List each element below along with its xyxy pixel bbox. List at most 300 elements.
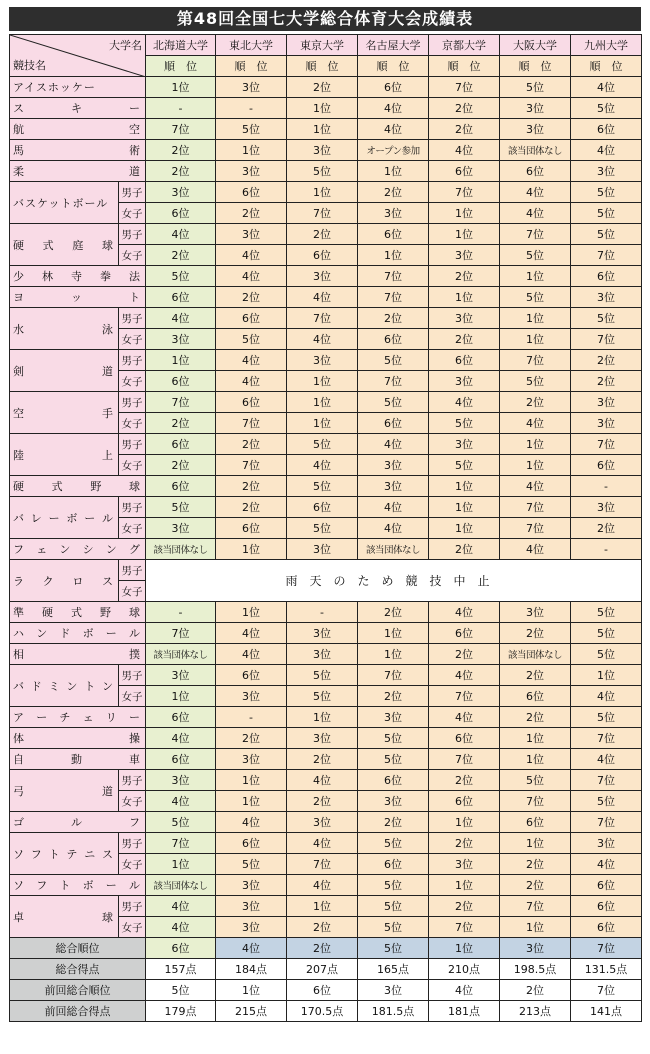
rank-cell: 1位 — [287, 392, 358, 413]
rank-cell: 3位 — [287, 812, 358, 833]
rank-cell: 2位 — [500, 623, 571, 644]
rank-cell: 7位 — [429, 686, 500, 707]
rank-cell: 7位 — [358, 665, 429, 686]
table-row — [10, 728, 642, 749]
rank-cell: 1位 — [358, 161, 429, 182]
header-corner — [10, 35, 146, 77]
rank-cell: 4位 — [429, 392, 500, 413]
rank-cell: 1位 — [287, 896, 358, 917]
rank-cell: 1位 — [358, 623, 429, 644]
event-name-text: 少 林 寺 拳 法 — [13, 270, 141, 283]
rank-cell: 6位 — [216, 392, 287, 413]
rank-cell: 6位 — [287, 245, 358, 266]
rank-cell: 6位 — [429, 728, 500, 749]
rank-cell: 1位 — [287, 182, 358, 203]
gender-cell: 女子 — [119, 371, 146, 392]
table-row — [10, 161, 642, 182]
rank-cell: 7位 — [500, 350, 571, 371]
rank-cell: 該当団体なし — [500, 644, 571, 665]
rank-cell: 2位 — [216, 728, 287, 749]
rank-cell: 4位 — [146, 308, 216, 329]
rank-cell: 6位 — [146, 434, 216, 455]
rank-cell: 4位 — [216, 350, 287, 371]
rank-cell: 5位 — [500, 371, 571, 392]
rank-cell: 2位 — [146, 161, 216, 182]
event-name-text: ゴ ル フ — [13, 816, 141, 829]
rank-cell: 4位 — [571, 854, 642, 875]
previous-rank-value: 3位 — [358, 980, 429, 1001]
event-name — [10, 728, 146, 749]
table-row — [10, 98, 642, 119]
rank-cell: 4位 — [358, 98, 429, 119]
rank-cell: 5位 — [571, 98, 642, 119]
rank-cell: 5位 — [571, 623, 642, 644]
rank-cell: 5位 — [571, 224, 642, 245]
event-name-text: ラ ク ロ ス — [13, 574, 114, 588]
rank-cell: 2位 — [216, 497, 287, 518]
rank-cell: 5位 — [146, 812, 216, 833]
previous-rank-value: 4位 — [429, 980, 500, 1001]
rank-cell: 7位 — [287, 203, 358, 224]
rank-cell: 4位 — [146, 728, 216, 749]
rank-cell: 6位 — [358, 770, 429, 791]
rank-cell: 3位 — [287, 644, 358, 665]
rank-cell: 2位 — [429, 770, 500, 791]
table-row — [10, 434, 642, 455]
rank-cell: 4位 — [571, 749, 642, 770]
rank-cell: 3位 — [571, 833, 642, 854]
rank-cell: 4位 — [571, 686, 642, 707]
rank-cell: 4位 — [500, 539, 571, 560]
rank-cell: 3位 — [216, 224, 287, 245]
rank-cell: - — [571, 539, 642, 560]
rank-cell: 3位 — [216, 875, 287, 896]
table-row — [10, 497, 642, 518]
rank-cell: 6位 — [500, 686, 571, 707]
event-name-text: 自 動 車 — [13, 753, 141, 766]
rank-cell: 1位 — [146, 686, 216, 707]
table-row — [10, 707, 642, 728]
rank-cell: - — [571, 476, 642, 497]
event-name — [10, 875, 146, 896]
table-row — [10, 812, 642, 833]
rank-cell: 1位 — [429, 203, 500, 224]
gender-cell: 女子 — [119, 203, 146, 224]
event-name — [10, 224, 119, 266]
rank-cell: 7位 — [571, 812, 642, 833]
previous-rank-value: 2位 — [500, 980, 571, 1001]
previous-rank-label: 前回総合順位 — [10, 980, 146, 1001]
rank-cell: 3位 — [429, 245, 500, 266]
rank-label: 順 位 — [429, 56, 500, 77]
overall-points-label: 総合得点 — [10, 959, 146, 980]
overall-rank-label: 総合順位 — [10, 938, 146, 959]
rank-cell: 4位 — [216, 266, 287, 287]
rank-cell: 2位 — [216, 434, 287, 455]
previous-points-value: 181.5点 — [358, 1001, 429, 1022]
overall-rank-value: 6位 — [146, 938, 216, 959]
rank-cell: 2位 — [146, 413, 216, 434]
event-name-text: ヨ ッ ト — [13, 291, 141, 304]
rank-cell: 2位 — [429, 833, 500, 854]
event-name — [10, 308, 119, 350]
rank-cell: 5位 — [358, 392, 429, 413]
rank-cell: 該当団体なし — [358, 539, 429, 560]
rank-cell: 2位 — [358, 182, 429, 203]
table-row — [10, 602, 642, 623]
table-row — [10, 770, 642, 791]
rank-cell: 5位 — [429, 413, 500, 434]
overall-rank — [10, 938, 642, 959]
previous-rank-value: 6位 — [287, 980, 358, 1001]
event-name — [10, 812, 146, 833]
previous-rank-value: 7位 — [571, 980, 642, 1001]
rank-cell: 7位 — [146, 392, 216, 413]
rank-cell: 4位 — [429, 140, 500, 161]
rank-cell: 5位 — [358, 728, 429, 749]
event-name — [10, 287, 146, 308]
rank-cell: 4位 — [500, 413, 571, 434]
event-name — [10, 644, 146, 665]
rank-cell: 5位 — [216, 329, 287, 350]
rank-cell: 2位 — [287, 77, 358, 98]
rank-cell: 2位 — [146, 245, 216, 266]
rank-label: 順 位 — [571, 56, 642, 77]
rank-cell: 4位 — [216, 371, 287, 392]
gender-cell: 男子 — [119, 392, 146, 413]
rank-cell: 3位 — [358, 476, 429, 497]
rank-cell: 6位 — [216, 182, 287, 203]
event-name-text: ス キ ー — [13, 102, 141, 115]
rank-cell: 7位 — [146, 833, 216, 854]
event-name — [10, 392, 119, 434]
rank-cell: 1位 — [358, 644, 429, 665]
rank-cell: 1位 — [571, 665, 642, 686]
rank-cell: 1位 — [500, 917, 571, 938]
event-name-text: バ レ ー ボ ー ル — [13, 511, 114, 525]
rank-cell: 3位 — [146, 518, 216, 539]
rank-cell: 1位 — [216, 140, 287, 161]
rank-cell: 3位 — [216, 77, 287, 98]
event-name — [10, 770, 119, 812]
page-title: 第48回全国七大学総合体育大会成績表 — [9, 7, 641, 31]
event-name — [10, 350, 119, 392]
rank-cell: 7位 — [500, 791, 571, 812]
event-name-text: 馬 術 — [13, 144, 141, 157]
table-row — [10, 224, 642, 245]
rank-cell: 3位 — [571, 497, 642, 518]
rank-cell: 6位 — [571, 917, 642, 938]
rank-cell: 7位 — [216, 455, 287, 476]
rank-cell: 3位 — [429, 308, 500, 329]
rank-cell: 3位 — [500, 119, 571, 140]
rank-cell: 5位 — [500, 77, 571, 98]
gender-cell: 女子 — [119, 413, 146, 434]
gender-cell: 男子 — [119, 896, 146, 917]
table-row — [10, 77, 642, 98]
event-name — [10, 77, 146, 98]
results-table — [9, 34, 642, 1022]
overall-rank-value: 1位 — [429, 938, 500, 959]
rank-cell: 2位 — [216, 287, 287, 308]
rank-cell: 3位 — [287, 140, 358, 161]
rank-cell: 3位 — [216, 686, 287, 707]
rank-cell: 6位 — [146, 371, 216, 392]
rank-cell: 3位 — [571, 161, 642, 182]
overall-points-value: 210点 — [429, 959, 500, 980]
event-name-text: ソ フ ト ボ ー ル — [13, 879, 141, 892]
rank-cell: 1位 — [146, 350, 216, 371]
event-name-text: フ ェ ン シ ン グ — [13, 543, 141, 556]
rank-cell: 1位 — [287, 119, 358, 140]
rank-cell: 6位 — [146, 707, 216, 728]
university-name: 北海道大学 — [146, 35, 216, 56]
table-row — [10, 308, 642, 329]
header-row — [10, 35, 642, 56]
gender-cell: 男子 — [119, 497, 146, 518]
gender-cell: 男子 — [119, 770, 146, 791]
rank-cell: 6位 — [429, 350, 500, 371]
rank-label: 順 位 — [146, 56, 216, 77]
rank-cell: 3位 — [146, 770, 216, 791]
rank-cell: 4位 — [216, 812, 287, 833]
rank-cell: 5位 — [287, 434, 358, 455]
rank-cell: 5位 — [358, 350, 429, 371]
gender-cell: 女子 — [119, 245, 146, 266]
rank-cell: 6位 — [571, 455, 642, 476]
rank-cell: 6位 — [358, 77, 429, 98]
rank-cell: 3位 — [358, 707, 429, 728]
rank-cell: 7位 — [358, 371, 429, 392]
rank-cell: 3位 — [429, 371, 500, 392]
rank-label: 順 位 — [216, 56, 287, 77]
rank-cell: 4位 — [287, 329, 358, 350]
rank-cell: 3位 — [500, 98, 571, 119]
event-name-text: 陸 上 — [13, 448, 114, 462]
rank-cell: 6位 — [358, 854, 429, 875]
gender-cell: 女子 — [119, 518, 146, 539]
event-name-text: 硬 式 野 球 — [13, 480, 141, 493]
table-row — [10, 833, 642, 854]
rank-cell: 1位 — [429, 497, 500, 518]
table-row — [10, 266, 642, 287]
university-name: 京都大学 — [429, 35, 500, 56]
event-name-text: 剣 道 — [13, 364, 114, 378]
rank-cell: 5位 — [287, 686, 358, 707]
rank-cell: 3位 — [146, 182, 216, 203]
previous-points-value: 141点 — [571, 1001, 642, 1022]
rank-cell: 6位 — [358, 329, 429, 350]
event-name-text: ハ ン ド ボ ー ル — [13, 627, 141, 640]
rank-cell: 2位 — [287, 749, 358, 770]
rank-cell: 3位 — [216, 749, 287, 770]
rank-cell: 2位 — [429, 266, 500, 287]
event-label: 競技名 — [13, 59, 46, 72]
gender-cell: 女子 — [119, 686, 146, 707]
table-row — [10, 749, 642, 770]
gender-cell: 男子 — [119, 224, 146, 245]
overall-rank-value: 7位 — [571, 938, 642, 959]
rank-cell: - — [216, 98, 287, 119]
rank-cell: 1位 — [429, 224, 500, 245]
event-name-text: 相 撲 — [13, 648, 141, 661]
event-name-text: ア ー チ ェ リ ー — [13, 711, 141, 724]
event-name-text: 航 空 — [13, 123, 141, 136]
rank-cell: 2位 — [146, 455, 216, 476]
rank-cell: 7位 — [358, 287, 429, 308]
event-name — [10, 602, 146, 623]
previous-points-value: 170.5点 — [287, 1001, 358, 1022]
previous-rank-value: 1位 — [216, 980, 287, 1001]
previous-points-value: 179点 — [146, 1001, 216, 1022]
gender-cell: 男子 — [119, 665, 146, 686]
gender-cell: 男子 — [119, 833, 146, 854]
university-name: 東北大学 — [216, 35, 287, 56]
rank-cell: 2位 — [216, 203, 287, 224]
rank-cell: 6位 — [146, 749, 216, 770]
rank-cell: 1位 — [500, 329, 571, 350]
event-name-text: 準 硬 式 野 球 — [13, 606, 141, 619]
rank-cell: - — [146, 98, 216, 119]
overall-points-value: 157点 — [146, 959, 216, 980]
rank-cell: 1位 — [500, 455, 571, 476]
table-row — [10, 392, 642, 413]
rank-cell: 4位 — [429, 707, 500, 728]
rank-cell: 6位 — [216, 833, 287, 854]
rank-cell: オープン参加 — [358, 140, 429, 161]
rank-cell: 4位 — [216, 644, 287, 665]
rank-cell: 5位 — [429, 455, 500, 476]
rank-cell: 5位 — [146, 266, 216, 287]
event-name-text: 水 泳 — [13, 322, 114, 336]
event-name — [10, 560, 119, 602]
rank-cell: 4位 — [146, 791, 216, 812]
rank-cell: 4位 — [287, 833, 358, 854]
rank-cell: 6位 — [358, 224, 429, 245]
rank-cell: 5位 — [287, 476, 358, 497]
rank-cell: 3位 — [287, 350, 358, 371]
gender-cell: 女子 — [119, 581, 146, 602]
rank-cell: 5位 — [571, 203, 642, 224]
gender-cell: 女子 — [119, 854, 146, 875]
rank-cell: 1位 — [146, 854, 216, 875]
event-name — [10, 161, 146, 182]
results-sheet — [9, 7, 641, 1022]
rank-cell: 6位 — [500, 812, 571, 833]
rank-label: 順 位 — [287, 56, 358, 77]
event-name — [10, 497, 119, 539]
rank-cell: 6位 — [571, 119, 642, 140]
table-row — [10, 350, 642, 371]
rank-cell: 4位 — [358, 119, 429, 140]
rank-cell: 5位 — [216, 119, 287, 140]
rank-cell: 5位 — [500, 245, 571, 266]
rank-cell: 2位 — [500, 875, 571, 896]
cancellation-note: 雨天のため競技中止 — [146, 560, 642, 602]
overall-points-value: 131.5点 — [571, 959, 642, 980]
university-label: 大学名 — [109, 39, 142, 52]
event-name — [10, 434, 119, 476]
rank-cell: 7位 — [146, 119, 216, 140]
gender-cell: 男子 — [119, 308, 146, 329]
rank-cell: 1位 — [429, 287, 500, 308]
rank-cell: 4位 — [358, 497, 429, 518]
rank-cell: 4位 — [429, 602, 500, 623]
event-name — [10, 119, 146, 140]
table-row — [10, 119, 642, 140]
rank-cell: 2位 — [429, 98, 500, 119]
rank-cell: 3位 — [358, 203, 429, 224]
rank-cell: 5位 — [571, 182, 642, 203]
rank-cell: 3位 — [429, 854, 500, 875]
rank-cell: 6位 — [287, 497, 358, 518]
overall-points — [10, 959, 642, 980]
rank-cell: 7位 — [571, 728, 642, 749]
rank-cell: 1位 — [500, 833, 571, 854]
rank-cell: 7位 — [358, 266, 429, 287]
overall-points-value: 207点 — [287, 959, 358, 980]
rank-cell: 7位 — [287, 854, 358, 875]
rank-cell: 該当団体なし — [146, 875, 216, 896]
table-row — [10, 287, 642, 308]
rank-cell: 5位 — [287, 665, 358, 686]
rank-cell: 7位 — [500, 896, 571, 917]
rank-cell: 1位 — [429, 518, 500, 539]
table-row — [10, 140, 642, 161]
rank-cell: 7位 — [146, 623, 216, 644]
rank-cell: 7位 — [500, 497, 571, 518]
rank-cell: 該当団体なし — [146, 644, 216, 665]
rank-cell: 2位 — [287, 791, 358, 812]
previous-points-value: 215点 — [216, 1001, 287, 1022]
rank-cell: 1位 — [500, 266, 571, 287]
rank-cell: 該当団体なし — [146, 539, 216, 560]
overall-rank-value: 3位 — [500, 938, 571, 959]
rank-cell: 3位 — [287, 623, 358, 644]
overall-points-value: 165点 — [358, 959, 429, 980]
event-name-text: 体 操 — [13, 732, 141, 745]
rank-cell: 5位 — [358, 875, 429, 896]
rank-cell: 5位 — [500, 770, 571, 791]
rank-cell: 7位 — [500, 224, 571, 245]
rank-cell: 2位 — [500, 707, 571, 728]
overall-rank-value: 2位 — [287, 938, 358, 959]
event-name-text: アイスホッケー — [13, 81, 96, 94]
rank-cell: 3位 — [287, 728, 358, 749]
rank-cell: 1位 — [429, 476, 500, 497]
rank-cell: 4位 — [500, 476, 571, 497]
rank-cell: 3位 — [358, 455, 429, 476]
table-row — [10, 875, 642, 896]
event-name — [10, 665, 119, 707]
rank-cell: 1位 — [216, 539, 287, 560]
rank-cell: 7位 — [571, 329, 642, 350]
rank-cell: 6位 — [429, 623, 500, 644]
rank-cell: 4位 — [287, 287, 358, 308]
rank-cell: 5位 — [358, 917, 429, 938]
rank-cell: 7位 — [429, 77, 500, 98]
event-name-text: 卓 球 — [13, 910, 114, 924]
table-row — [10, 623, 642, 644]
event-name-text: バ ド ミ ン ト ン — [13, 679, 114, 693]
rank-cell: 1位 — [287, 707, 358, 728]
rank-cell: 6位 — [429, 161, 500, 182]
rank-cell: 6位 — [429, 791, 500, 812]
rank-cell: 5位 — [358, 896, 429, 917]
event-name — [10, 182, 119, 224]
rank-cell: 4位 — [146, 224, 216, 245]
rank-cell: 3位 — [216, 896, 287, 917]
